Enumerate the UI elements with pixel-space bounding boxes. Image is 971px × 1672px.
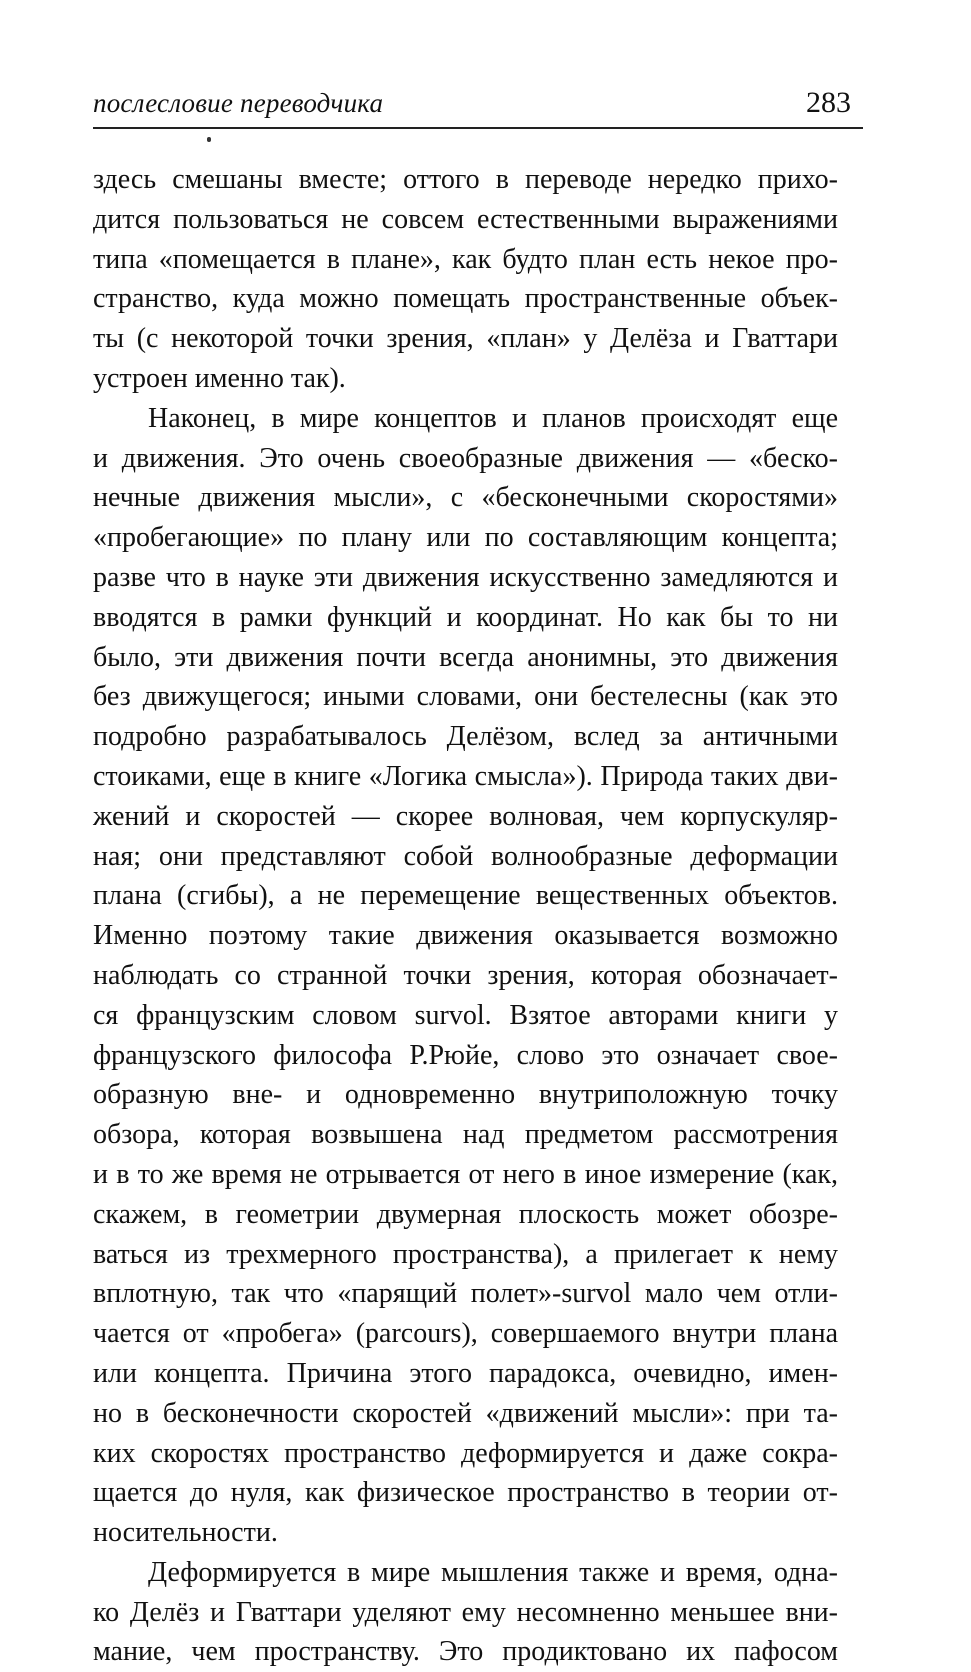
text-line: обзора, которая возвышена над предметом рассмотрения <box>93 1119 838 1151</box>
body-text <box>93 160 838 1672</box>
text-line: жений и скоростей — скорее волновая, чем корпускуляр- <box>93 800 838 832</box>
text-line: французского философа Р.Рюйе, слово это означает свое- <box>93 1039 838 1071</box>
text-line: но в бесконечности скоростей «движений мысли»: при та- <box>93 1397 838 1429</box>
text-line: дится пользоваться не совсем естественными выражениями <box>93 203 838 235</box>
page-number: 283 <box>806 86 851 119</box>
text-line: Именно поэтому такие движения оказывается возможно <box>93 920 838 952</box>
text-line: ких скоростях пространство деформируется и даже сокра- <box>93 1437 838 1469</box>
running-title: послесловие переводчика <box>93 88 384 118</box>
text-line: образную вне- и одновременно внутриположную точку <box>93 1079 838 1111</box>
text-line: было, эти движения почти всегда анонимны, это движения <box>93 641 838 673</box>
text-line: Наконец, в мире концептов и планов происходят еще <box>148 402 838 434</box>
text-line: устроен именно так). <box>93 362 346 394</box>
text-line: ко Делёз и Гваттари уделяют ему несомненно меньшее вни- <box>93 1596 838 1628</box>
text-line: типа «помещается в плане», как будто план есть некое про- <box>93 243 838 275</box>
print-speck <box>207 137 211 142</box>
text-line: ная; они представляют собой волнообразные деформации <box>93 840 838 872</box>
text-line: плана (сгибы), а не перемещение вещественных объектов. <box>93 880 838 912</box>
text-line: вводятся в рамки функций и координат. Но как бы то ни <box>93 601 838 633</box>
text-line: и в то же время не отрывается от него в иное измерение (как, <box>93 1158 838 1190</box>
text-line: без движущегося; иными словами, они бестелесны (как это <box>93 681 838 713</box>
text-line: здесь смешаны вместе; оттого в переводе нередко прихо- <box>93 164 838 195</box>
text-line: Деформируется в мире мышления также и время, одна- <box>148 1556 838 1588</box>
running-header <box>93 84 863 128</box>
text-line: наблюдать со странной точки зрения, которая обозначает- <box>93 959 838 991</box>
text-line: ваться из трехмерного пространства), а прилегает к нему <box>93 1238 838 1270</box>
text-line: подробно разрабатывалось Делёзом, вслед за античными <box>93 721 838 753</box>
text-line: разве что в науке эти движения искусственно замедляются и <box>93 561 838 593</box>
text-line: и движения. Это очень своеобразные движения — «беско- <box>93 442 838 474</box>
text-line: нечные движения мысли», с «бесконечными скоростями» <box>93 482 838 514</box>
text-line: или концепта. Причина этого парадокса, очевидно, имен- <box>93 1357 838 1389</box>
text-line: скажем, в геометрии двумерная плоскость может обозре- <box>93 1198 838 1230</box>
text-line: «пробегающие» по плану или по составляющим концепта; <box>93 522 838 554</box>
text-line: вплотную, так что «парящий полет»-survol мало чем отли- <box>93 1278 838 1310</box>
text-line: чается от «пробега» (parcours), совершаемого внутри плана <box>93 1318 838 1350</box>
text-line: мание, чем пространству. Это продиктовано их пафосом <box>93 1636 838 1668</box>
text-line: щается до нуля, как физическое пространство в теории от- <box>93 1477 838 1509</box>
text-line: носительности. <box>93 1517 278 1549</box>
text-line: ты (с некоторой точки зрения, «план» у Делёза и Гваттари <box>93 323 838 355</box>
header-rule <box>93 127 863 129</box>
text-line: стоиками, еще в книге «Логика смысла»). Природа таких дви- <box>93 760 838 792</box>
text-line: странство, куда можно помещать пространственные объек- <box>93 283 838 315</box>
text-line: ся французским словом survol. Взятое авторами книги у <box>93 999 838 1031</box>
